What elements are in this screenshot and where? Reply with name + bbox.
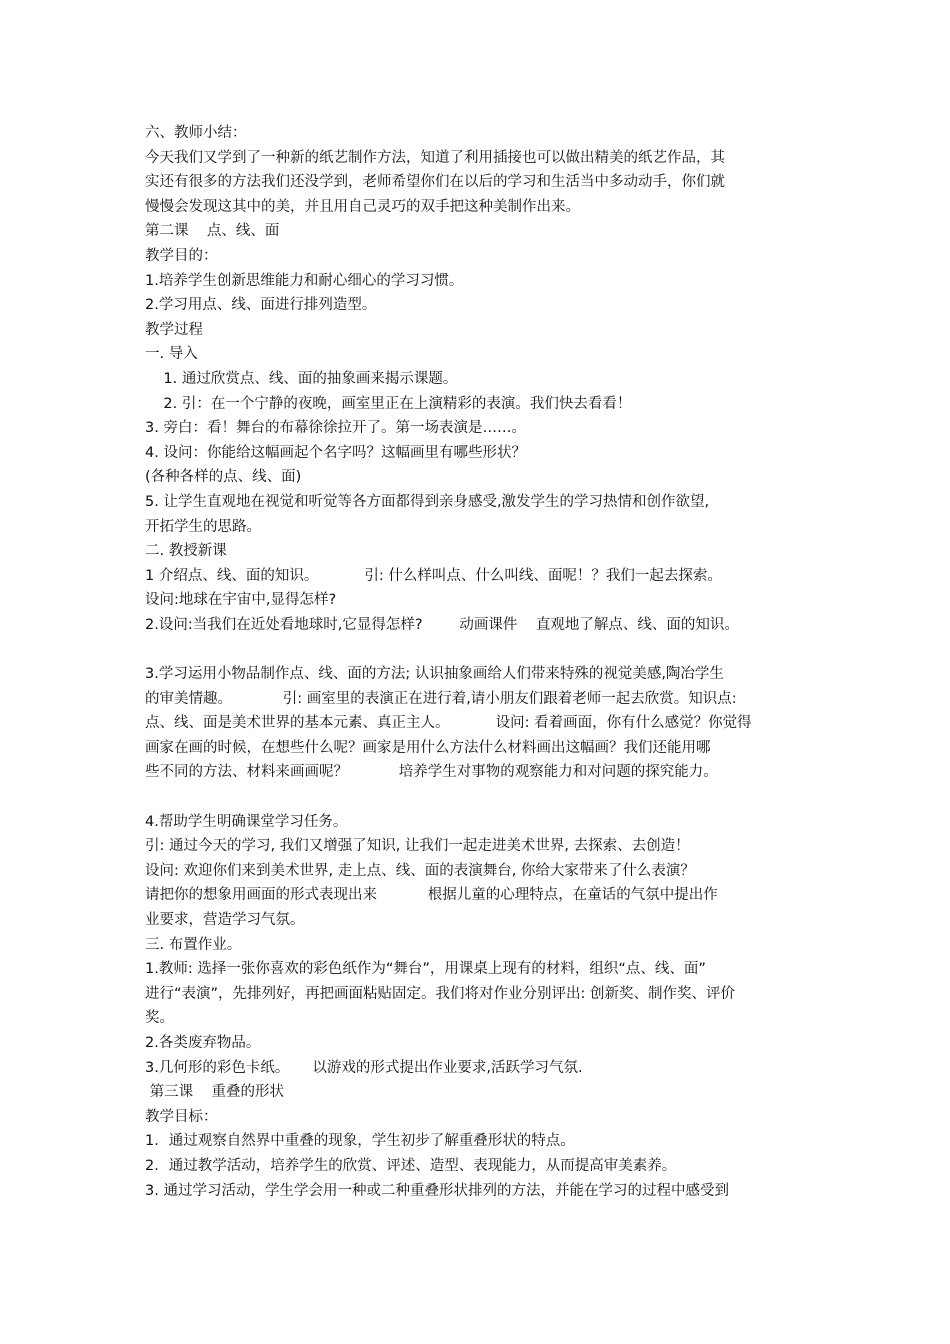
list-item: 2．通过教学活动，培养学生的欣赏、评述、造型、表现能力，从而提高审美素养。 — [145, 1157, 677, 1174]
list-item: 2.各类废弃物品。 — [145, 1034, 261, 1051]
section-heading: 一. 导入 — [145, 346, 198, 363]
paragraph-line: 设问:地球在宇宙中,显得怎样? — [145, 592, 337, 609]
list-item: 1. 通过欣赏点、线、面的抽象画来揭示课题。 — [145, 370, 458, 387]
section-heading: 教学目的： — [145, 247, 218, 264]
paragraph-line: (各种各样的点、线、面) — [145, 469, 302, 486]
paragraph-line: 今天我们又学到了一种新的纸艺制作方法，知道了利用插接也可以做出精美的纸艺作品，其 — [145, 149, 725, 166]
lesson-title: 第二课 点、线、面 — [145, 223, 280, 240]
section-heading: 教学目标： — [145, 1108, 218, 1125]
paragraph-line: 些不同的方法、材料来画画呢？ 培养学生对事物的观察能力和对问题的探究能力。 — [145, 764, 718, 781]
list-item: 1.教师: 选择一张你喜欢的彩色纸作为“舞台”，用课桌上现有的材料，组织“点、线、面” — [145, 961, 706, 978]
section-heading: 三. 布置作业。 — [145, 936, 242, 953]
list-item: 3.学习运用小物品制作点、线、面的方法; 认识抽象画给人们带来特殊的视觉美感,陶冶学生 — [145, 666, 724, 683]
paragraph-line: 奖。 — [145, 1010, 174, 1027]
blank-line — [145, 785, 825, 810]
list-item: 5. 让学生直观地在视觉和听觉等各方面都得到亲身感受,激发学生的学习热情和创作欲望, — [145, 493, 710, 510]
list-item: 4.帮助学生明确课堂学习任务。 — [145, 813, 348, 830]
list-item: 2.设问:当我们在近处看地球时,它显得怎样? 动画课件 直观地了解点、线、面的知识。 — [145, 616, 739, 633]
paragraph-line: 设问: 欢迎你们来到美术世界, 走上点、线、面的表演舞台, 你给大家带来了什么表演？ — [145, 862, 695, 879]
list-item: 3. 旁白：看！舞台的布幕徐徐拉开了。第一场表演是……。 — [145, 420, 526, 437]
section-heading: 六、教师小结： — [145, 125, 247, 141]
paragraph-line: 画家在画的时候，在想些什么呢？画家是用什么方法什么材料画出这幅画？我们还能用哪 — [145, 739, 711, 756]
list-item: 1．通过观察自然界中重叠的现象，学生初步了解重叠形状的特点。 — [145, 1133, 575, 1150]
lesson-title: 第三课 重叠的形状 — [145, 1084, 285, 1101]
paragraph-line: 进行“表演”，先排列好，再把画面粘贴固定。我们将对作业分别评出: 创新奖、制作奖、评价 — [145, 985, 736, 1002]
list-item: 4. 设问：你能给这幅画起个名字吗？这幅画里有哪些形状？ — [145, 444, 526, 461]
blank-line — [145, 637, 825, 662]
list-item: 3. 通过学习活动，学生学会用一种或二种重叠形状排列的方法，并能在学习的过程中感受到 — [145, 1182, 729, 1199]
document-page — [145, 121, 825, 1203]
paragraph-line: 慢慢会发现这其中的美，并且用自己灵巧的双手把这种美制作出来。 — [145, 198, 580, 215]
paragraph-line: 的审美情趣。 引: 画室里的表演正在进行着,请小朋友们跟着老师一起去欣赏。知识点: — [145, 690, 737, 707]
section-heading: 教学过程 — [145, 321, 203, 338]
list-item: 3.几何形的彩色卡纸。 以游戏的形式提出作业要求,活跃学习气氛. — [145, 1059, 583, 1076]
list-item: 2. 引：在一个宁静的夜晚，画室里正在上演精彩的表演。我们快去看看！ — [145, 395, 632, 412]
list-item: 1 介绍点、线、面的知识。 引: 什么样叫点、什么叫线、面呢！？我们一起去探索。 — [145, 567, 722, 584]
paragraph-line: 业要求，营造学习气氛。 — [145, 912, 305, 928]
paragraph-line: 请把你的想象用画面的形式表现出来 根据儿童的心理特点，在童话的气氛中提出作 — [145, 887, 718, 904]
list-item: 1.培养学生创新思维能力和耐心细心的学习习惯。 — [145, 272, 464, 289]
paragraph-line: 实还有很多的方法我们还没学到，老师希望你们在以后的学习和生活当中多动动手，你们就 — [145, 174, 725, 191]
section-heading: 二. 教授新课 — [145, 543, 227, 560]
paragraph-line: 点、线、面是美术世界的基本元素、真正主人。 设问: 看着画面，你有什么感觉？你觉得 — [145, 715, 752, 732]
paragraph-line: 开拓学生的思路。 — [145, 518, 261, 535]
list-item: 2.学习用点、线、面进行排列造型。 — [145, 297, 377, 314]
paragraph-line: 引: 通过今天的学习, 我们又增强了知识, 让我们一起走进美术世界, 去探索、去创造！ — [145, 838, 690, 855]
